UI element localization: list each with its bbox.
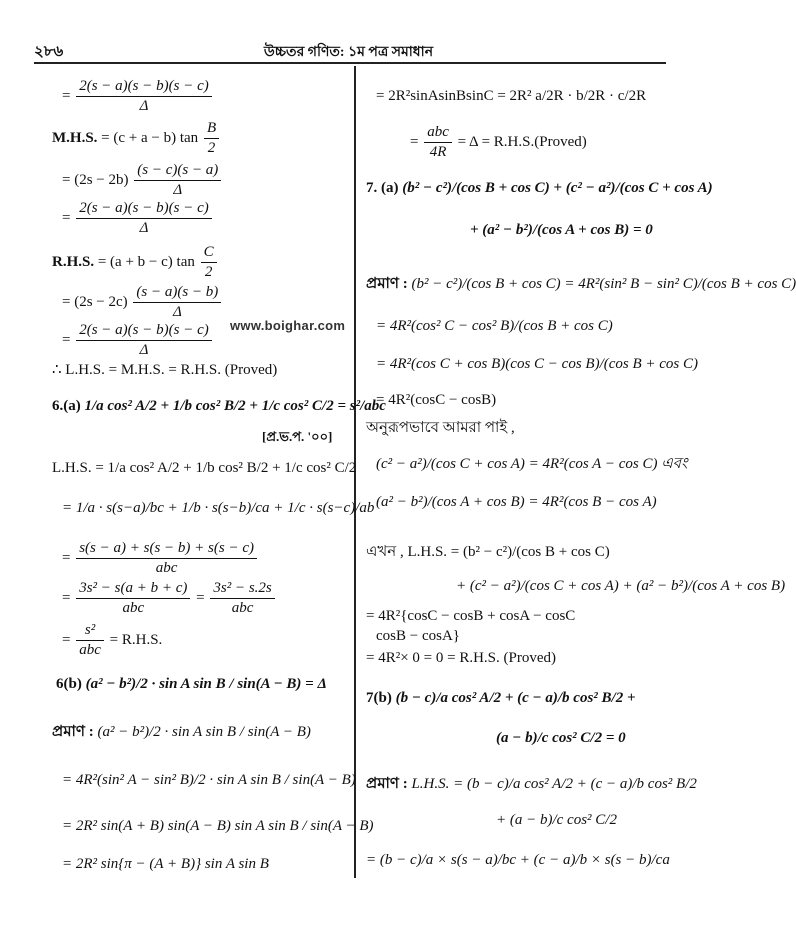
eq-line: (a² − b²)/(cos A + cos B) = 4R²(cos B − cos A) [376,494,657,510]
watermark: www.boighar.com [230,318,346,333]
question-7b: 7(b) (b − c)/a cos² A/2 + (c − a)/b cos² B/2 + [366,690,636,706]
page-number: ২৮৬ [34,44,64,60]
question-7a: 7. (a) (b² − c²)/(cos B + cos C) + (c² − a²)/(cos C + cos A) [366,180,713,196]
conclusion-line: ∴ L.H.S. = M.H.S. = R.H.S. (Proved) [52,362,278,378]
eq-line: = $\frac{2(s - a)(s - b)(s - c)}{\Delta}$ [62,200,214,237]
eq-line: = $\frac{2(s - a)(s - b)(s - c)}{\Delta}$ [62,322,214,359]
eq-line: = (2s − 2c) $\frac{(s - a)(s - b)}{\Delta}$ [62,284,223,321]
eq-line: + (a − b)/c cos² C/2 [496,812,617,828]
eq-line: = 2R²sinAsinBsinC = 2R² a/2R · b/2R · c/2R [376,88,647,104]
eq-line: = 4R²× 0 = 0 = R.H.S. (Proved) [366,650,557,666]
source-note: [প্র.ভ.প. '০০] [262,429,333,444]
rhs-line: R.H.S. = (a + b − c) tan $\frac{C}{2}$ [52,244,219,281]
text-line: অনুরূপভাবে আমরা পাই , [366,420,515,436]
proof-line: প্রমাণ : L.H.S. = (b − c)/a cos² A/2 + (c − a)/b cos² B/2 [366,776,697,792]
eq-line: = $\frac{\text{s²}}{\text{abc}}$ = R.H.S. [62,622,163,658]
eq-line: = $\frac{2(s - a)(s - b)(s - c)}{\Delta}$ [62,78,214,115]
page-title: উচ্চতর গণিত: ১ম পত্র সমাধান [263,45,434,60]
eq-line: = 4R²(cosC − cosB) [376,392,497,408]
eq-line: = $\frac{\text{3s² − s(a + b + c)}}{\text{abc}}$ = $\frac{\text{3s² − s.2s}}{\text{abc}}$ [62,580,277,617]
eq-line: = (b − c)/a × s(s − a)/bc + (c − a)/b × s(s − b)/ca [366,852,670,868]
question-6a: 6.(a) 1/a cos² A/2 + 1/b cos² B/2 + 1/c cos² C/2 = s²/abc [52,398,386,414]
proof-line: প্রমাণ : (a² − b²)/2 · sin A sin B / sin(A − B) [52,724,311,740]
question-6b: 6(b) (a² − b²)/2 · sin A sin B / sin(A − B) = Δ [56,676,327,692]
proof-line: প্রমাণ : (b² − c²)/(cos B + cos C) = 4R²(sin² B − sin² C)/(cos B + cos C) [366,276,796,292]
lhs-line: L.H.S. = 1/a cos² A/2 + 1/b cos² B/2 + 1/c cos² C/2 [52,460,357,476]
eq-line: = 2R² sin(A + B) sin(A − B) sin A sin B / sin(A − B) [62,818,374,834]
eq-line: + (c² − a²)/(cos C + cos A) + (a² − b²)/(cos A + cos B) [456,578,786,594]
eq-line: = 1/a · s(s−a)/bc + 1/b · s(s−b)/ca + 1/c · s(s−c)/ab [62,500,375,516]
question-7a-cont: + (a² − b²)/(cos A + cos B) = 0 [470,222,653,238]
eq-line: এখন , L.H.S. = (b² − c²)/(cos B + cos C) [366,544,610,560]
question-7b-cont: (a − b)/c cos² C/2 = 0 [496,730,626,746]
eq-line: cosB − cosA} [376,628,460,644]
eq-line: = $\frac{\text{abc}}{4R}$ = Δ = R.H.S.(Proved) [410,124,587,160]
eq-line: = 4R²{cosC − cosB + cosA − cosC [366,608,576,624]
eq-line: = (2s − 2b) $\frac{(s - c)(s - a)}{\Delta}$ [62,162,223,199]
mhs-line: M.H.S. = (c + a − b) tan $\frac{B}{2}$ [52,120,221,157]
eq-line: = 4R²(cos² C − cos² B)/(cos B + cos C) [376,318,613,334]
eq-line: = 2R² sin{π − (A + B)} sin A sin B [62,856,269,872]
eq-line: = 4R²(sin² A − sin² B)/2 · sin A sin B / sin(A − B) [62,772,356,788]
eq-line: = $\frac{s(s - a) + s(s - b) + s(s - c)}{\text{abc}}$ [62,540,259,577]
eq-line: (c² − a²)/(cos C + cos A) = 4R²(cos A − cos C) এবং [376,456,688,472]
eq-line: = 4R²(cos C + cos B)(cos C − cos B)/(cos B + cos C) [376,356,699,372]
